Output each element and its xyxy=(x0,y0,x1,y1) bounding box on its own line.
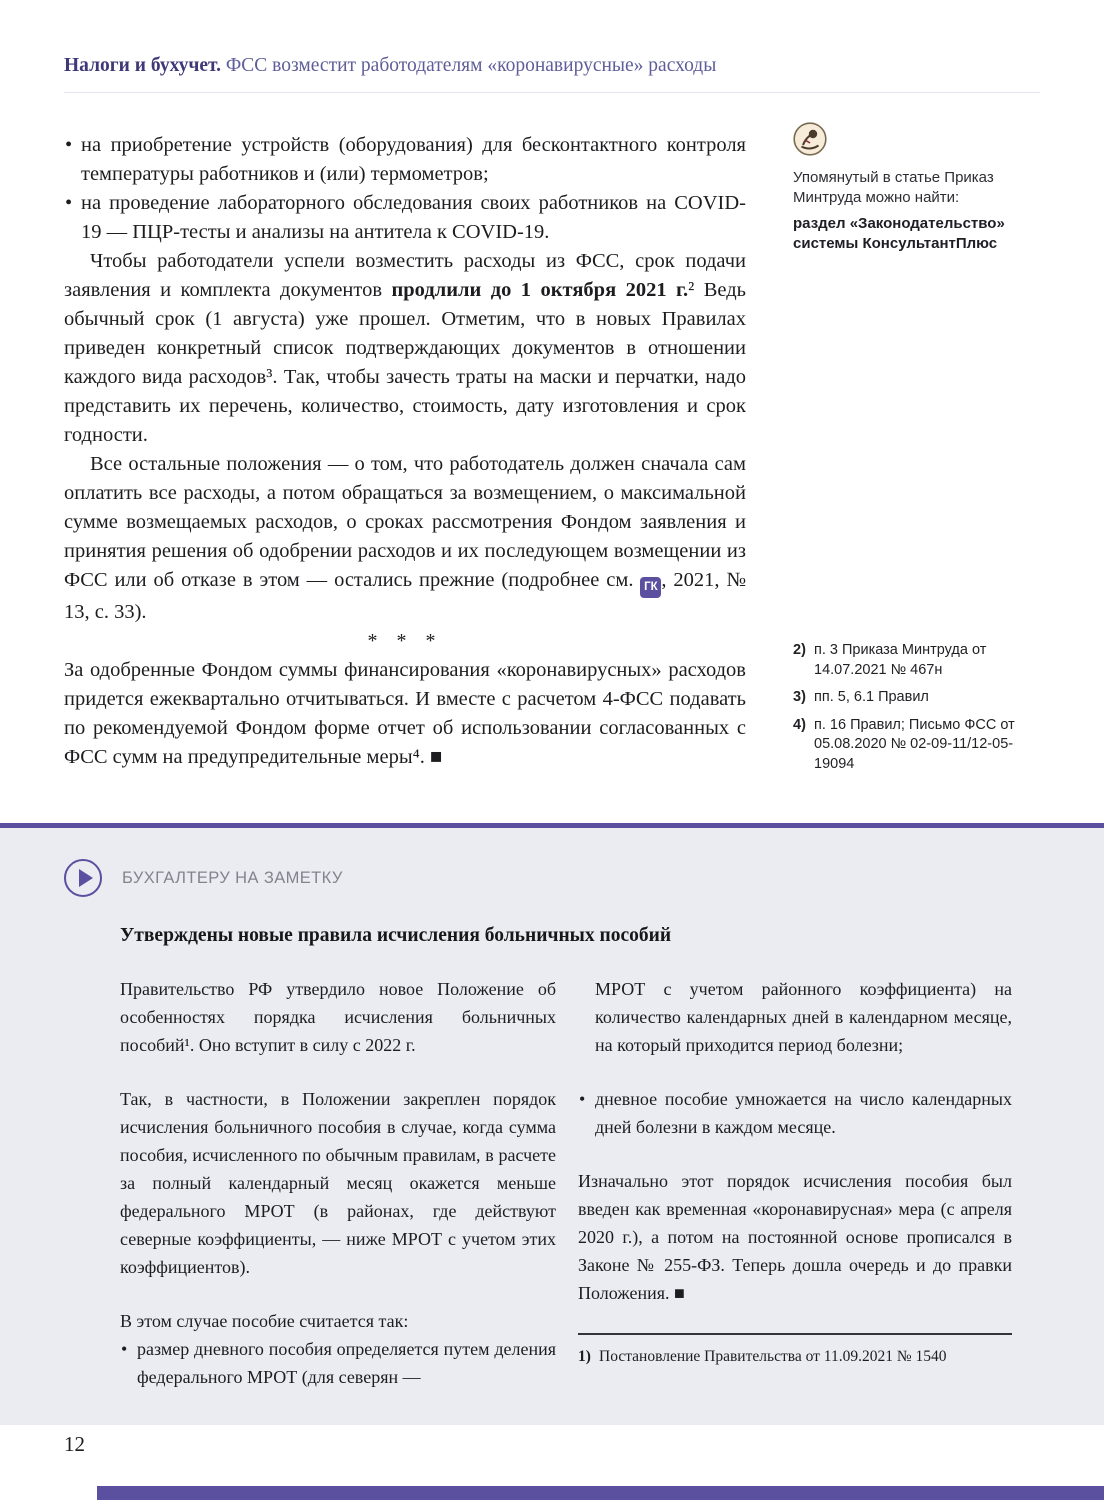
note-title: Утверждены новые правила исчисления больничных пособий xyxy=(120,925,672,946)
footnote-text: Постановление Правительства от 11.09.2021 № 1540 xyxy=(599,1348,947,1365)
note-paragraph: Так, в частности, в Положении закреплен порядок исчисления больничного пособия в случае, когда сумма пособия, исчисленного по обычным правилам, в расчете за полный календарный месяц окажется меньше федерального МРОТ (в районах, где действуют северные коэффициенты, — ниже МРОТ с учетом этих коэффициентов). xyxy=(120,1089,556,1277)
paragraph-reporting: За одобренные Фондом суммы финансирования «коронавирусных» расходов придется ежеквартально отчитываться. И вместе с расчетом 4-ФСС подавать по рекомендуемой Фондом форме отчет об использовании согласованных с ФСС сумм на предупредительные меры⁴. ■ xyxy=(64,659,746,768)
play-icon xyxy=(64,859,102,897)
paragraph-deadline xyxy=(64,247,746,450)
gk-magazine-icon xyxy=(640,577,661,598)
page-header xyxy=(64,54,1040,78)
text-run: Все остальные положения — о том, что работодатель должен сначала сам оплатить все расходы, а потом обращаться за возмещением, о максимальной сумме возмещаемых расходов, о сроках рассмотрения Фондом заявления и принятия решения об одобрении расходов и их последующем возмещении из ФСС или об отказе в этом — остались прежние (подробнее см. xyxy=(64,453,746,591)
header-article-title: ФСС возместит работодателям «коронавирусные» расходы xyxy=(225,55,717,76)
consultant-mascot-icon xyxy=(793,122,827,156)
sidebar-consultant-note xyxy=(793,122,1045,254)
deadline-emphasis: продлили до 1 октября 2021 г. xyxy=(391,279,689,301)
text-run: ² Ведь обычный срок (1 августа) уже прошел. Отметим, что в новых Правилах приведен конкретный список подтверждающих документов в отношении каждого вида расходов³. Так, чтобы зачесть траты на маски и перчатки, надо представить их перечень, количество, стоимость, дату изготовления и срок годности. xyxy=(64,279,746,446)
footnote-number: 1) xyxy=(578,1348,591,1365)
footnote xyxy=(793,688,1045,708)
note-section-header xyxy=(64,859,343,897)
footnote-text: п. 16 Правил; Письмо ФСС от 05.08.2020 № 02-09-11/12-05-19094 xyxy=(814,716,1015,772)
note-list-item-text: дневное пособие умножается на число календарных дней болезни в каждом месяце. xyxy=(595,1089,1012,1137)
asterisk-separator: * * * xyxy=(367,630,443,652)
note-footnote-divider xyxy=(578,1333,1012,1335)
list-item-text: на проведение лабораторного обследования своих работников на COVID-19 — ПЦР-тесты и анализы на антитела к COVID-19. xyxy=(81,192,746,243)
page-number: 12 xyxy=(64,1432,85,1456)
footnote xyxy=(793,641,1045,680)
accountant-note-section xyxy=(0,823,1104,1425)
sidebar-note-reference: раздел «Законодательство» системы КонсультантПлюс xyxy=(793,215,1005,252)
footnote-text: пп. 5, 6.1 Правил xyxy=(814,689,929,705)
expense-list xyxy=(64,131,746,247)
list-item xyxy=(64,189,746,247)
header-rubric: Налоги и бухучет. xyxy=(64,55,222,76)
sidebar-note-text: Упомянутый в статье Приказ Минтруда можно найти: xyxy=(793,169,994,206)
note-paragraph: В этом случае пособие считается так: xyxy=(120,1311,409,1331)
footnote-text: п. 3 Приказа Минтруда от 14.07.2021 № 467н xyxy=(814,642,987,678)
note-footnote xyxy=(578,1347,1012,1367)
text-run: Чтобы работодатели успели возместить расходы из ФСС, срок подачи заявления и комплекта документов xyxy=(64,250,746,301)
article-footnotes xyxy=(793,641,1045,782)
note-list-item xyxy=(120,1335,556,1391)
note-section-label: БУХГАЛТЕРУ НА ЗАМЕТКУ xyxy=(122,868,343,887)
note-list-item-text: размер дневного пособия определяется путем деления федерального МРОТ (для северян — xyxy=(137,1339,556,1387)
note-list-item xyxy=(578,1085,1012,1141)
note-paragraph: Изначально этот порядок исчисления пособия был введен как временная «коронавирусная» мера (с апреля 2020 г.), а потом на постоянной основе прописался в Законе № 255-ФЗ. Теперь дошла очередь и до правки Положения. ■ xyxy=(578,1171,1012,1303)
note-left-column xyxy=(120,975,556,1391)
article-body xyxy=(64,131,746,772)
footnote-number: 2) xyxy=(793,642,806,658)
note-right-column xyxy=(578,975,1012,1367)
list-item xyxy=(64,131,746,189)
text-run: , 2021, № 13, с. 33). xyxy=(64,569,747,623)
paragraph-other-rules xyxy=(64,450,746,627)
footnote-number: 4) xyxy=(793,716,806,733)
gk-magazine-label: ГК xyxy=(644,581,658,593)
list-item-text: на приобретение устройств (оборудования) для бесконтактного контроля температуры работников и (или) термометров; xyxy=(81,134,746,185)
footnote xyxy=(793,716,1045,775)
footnote-number: 3) xyxy=(793,689,806,705)
note-list-continuation: МРОТ с учетом районного коэффициента) на количество календарных дней в календарном месяце, на который приходится период болезни; xyxy=(595,979,1012,1055)
header-divider xyxy=(64,92,1040,93)
footer-accent-bar xyxy=(97,1486,1104,1500)
note-paragraph: Правительство РФ утвердило новое Положение об особенностях порядка исчисления больничных пособий¹. Оно вступит в силу с 2022 г. xyxy=(120,979,556,1055)
